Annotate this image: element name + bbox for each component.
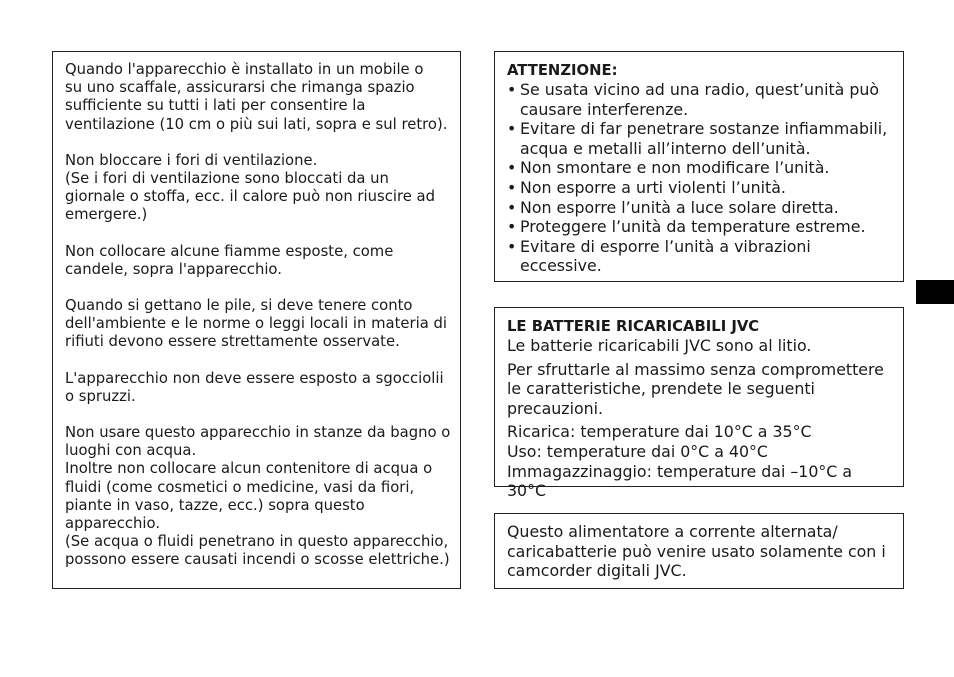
list-item: [507, 119, 895, 158]
adapter-note: Questo alimentatore a corrente alternata/ caricabatterie può venire usato solamente con i camcorder digitali JVC.: [507, 522, 886, 581]
water-note: Non usare questo apparecchio in stanze da bagno o luoghi con acqua. Inoltre non collocare alcun contenitore di acqua o fluidi (come cosmetici o medicine, vasi da fiori, piante in vaso, tazze, ecc.) sopra questo apparecchio. (Se acqua o fluidi penetrano in questo apparecchio, possono essere causati incendi o scosse elettriche.): [65, 424, 451, 569]
ventilation-holes-note: Non bloccare i fori di ventilazione. (Se i fori di ventilazione sono bloccati da un giornale o stoffa, ecc. il calore può non riuscire ad emergere.): [65, 151, 435, 224]
battery-disposal-note: Quando si gettano le pile, si deve tenere conto dell'ambiente e le norme o leggi locali in materia di rifiuti devono essere strettamente osservate.: [65, 297, 447, 351]
ventilation-space-note: Quando l'apparecchio è installato in un mobile o su uno scaffale, assicurarsi che rimanga spazio sufficiente su tutti i lati per consentire la ventilazione (10 cm o più sui lati, sopra e sul retro).: [65, 61, 448, 133]
bullet-icon: •: [507, 119, 517, 139]
safety-notes-box: [52, 51, 461, 589]
bullet-icon: •: [507, 197, 517, 217]
battery-box: [494, 307, 904, 501]
battery-intro: Le batterie ricaricabili JVC sono al litio.: [507, 336, 812, 355]
bullet-icon: •: [507, 217, 517, 237]
list-item-text: Evitare di far penetrare sostanze infiammabili, acqua e metalli all’interno dell’unità.: [520, 119, 888, 158]
battery-advice: Per sfruttarle al massimo senza compromettere le caratteristiche, prendete le seguenti precauzioni.: [507, 359, 884, 418]
list-item-text: Non smontare e non modificare l’unità.: [520, 158, 830, 178]
list-item: [507, 178, 895, 198]
list-item-text: Non esporre a urti violenti l’unità.: [520, 177, 786, 197]
list-item-text: Evitare di esporre l’unità a vibrazioni eccessive.: [520, 236, 811, 276]
open-flame-note: Non collocare alcune fiamme esposte, come candele, sopra l'apparecchio.: [65, 242, 394, 278]
list-item-text: Proteggere l’unità da temperature estreme.: [520, 217, 866, 237]
bullet-icon: •: [507, 158, 517, 178]
bullet-icon: •: [507, 80, 517, 99]
battery-temperatures: Ricarica: temperature dai 10°C a 35°C Uso: temperature dai 0°C a 40°C Immagazzinaggio: temperature dai –10°C a 30°C: [507, 422, 853, 501]
attention-heading: ATTENZIONE:: [507, 62, 618, 79]
list-item-text: Se usata vicino ad una radio, quest’unità può causare interferenze.: [520, 80, 880, 119]
bullet-icon: •: [507, 177, 517, 197]
list-item: [507, 158, 895, 178]
dripping-note: L'apparecchio non deve essere esposto a sgocciolii o spruzzi.: [65, 369, 444, 405]
list-item: [507, 198, 895, 218]
attention-list: [507, 80, 895, 276]
bullet-icon: •: [507, 236, 517, 256]
list-item: [507, 237, 895, 276]
attention-box: [494, 51, 904, 282]
adapter-box: [494, 513, 904, 589]
battery-heading: LE BATTERIE RICARICABILI JVC: [507, 318, 760, 335]
section-tab-marker: [916, 280, 954, 304]
list-item: [507, 217, 895, 237]
list-item: [507, 80, 895, 119]
list-item-text: Non esporre l’unità a luce solare diretta.: [520, 197, 839, 217]
